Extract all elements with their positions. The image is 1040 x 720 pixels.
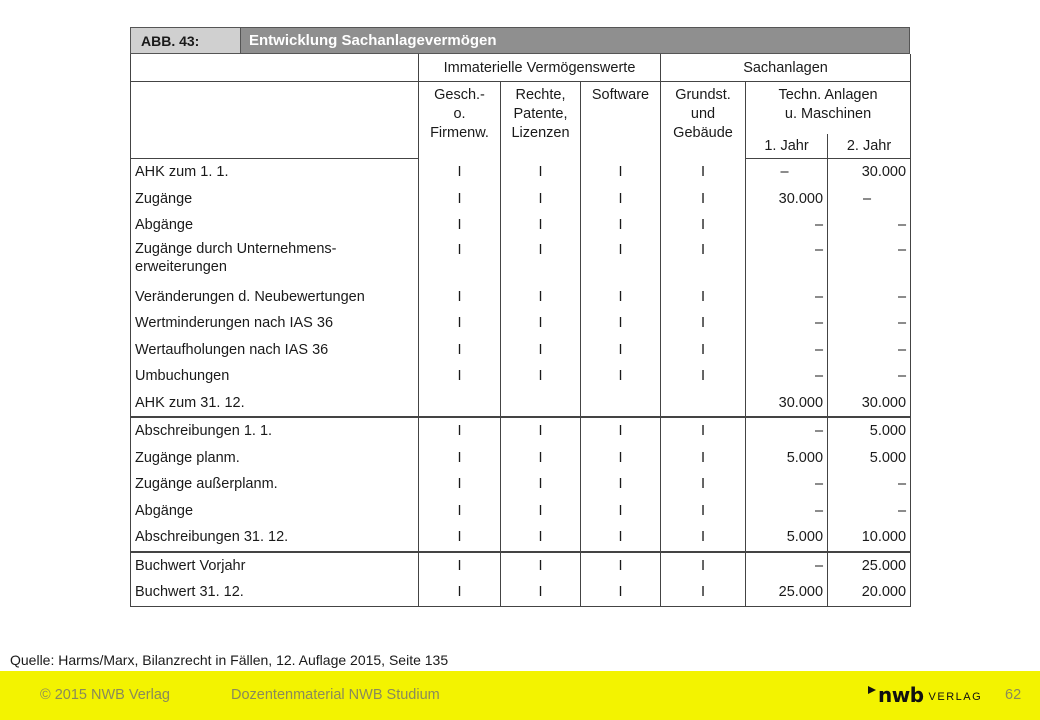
course-text: Dozentenmaterial NWB Studium	[231, 687, 440, 703]
table-row: Zugänge I I I I 30.000 –	[131, 186, 911, 213]
table-row: Abgänge I I I I – –	[131, 212, 911, 239]
figure-header	[130, 27, 910, 54]
logo-main-text: nwb	[878, 683, 924, 707]
figure-title: Entwicklung Sachanlagevermögen	[241, 28, 909, 53]
figure-table	[130, 27, 910, 607]
col-machines-header: Techn. Anlagen u. Maschinen	[746, 82, 911, 135]
group-intangible-header: Immaterielle Vermögenswerte	[419, 54, 661, 82]
col-rights-header: Rechte, Patente, Lizenzen	[501, 82, 581, 159]
header-blank	[131, 54, 419, 82]
table-row: Abschreibungen 1. 1. I I I I – 5.000	[131, 417, 911, 445]
table-row: Buchwert 31. 12. I I I I 25.000 20.000	[131, 579, 911, 606]
table-row: Abschreibungen 31. 12. I I I I 5.000 10.000	[131, 524, 911, 552]
col-land-header: Grundst. und Gebäude	[661, 82, 746, 159]
table-row: AHK zum 1. 1. I I I I – 30.000	[131, 159, 911, 186]
logo-arrow-icon	[868, 686, 876, 694]
table-row: AHK zum 31. 12. 30.000 30.000	[131, 390, 911, 418]
col-goodwill-header: Gesch.- o. Firmenw.	[419, 82, 501, 159]
year2-header: 2. Jahr	[828, 134, 911, 159]
table-row: Zugänge planm. I I I I 5.000 5.000	[131, 445, 911, 472]
nwb-logo	[868, 683, 982, 707]
footer-bar	[0, 671, 1040, 720]
table-row: Zugänge durch Unternehmens- erweiterungen I I I I – –	[131, 239, 911, 284]
logo-sub-text: VERLAG	[928, 691, 983, 703]
table-row: Buchwert Vorjahr I I I I – 25.000	[131, 552, 911, 580]
source-citation: Quelle: Harms/Marx, Bilanzrecht in Fällen, 12. Auflage 2015, Seite 135	[10, 652, 449, 668]
table-row: Wertminderungen nach IAS 36 I I I I – –	[131, 310, 911, 337]
year1-header: 1. Jahr	[746, 134, 828, 159]
table-row: Wertaufholungen nach IAS 36 I I I I – –	[131, 337, 911, 364]
table-row: Veränderungen d. Neubewertungen I I I I – –	[131, 284, 911, 311]
group-tangible-header: Sachanlagen	[661, 54, 911, 82]
copyright-text: © 2015 NWB Verlag	[40, 687, 170, 703]
table-row: Umbuchungen I I I I – –	[131, 363, 911, 390]
table-row: Abgänge I I I I – –	[131, 498, 911, 525]
table-row: Zugänge außerplanm. I I I I – –	[131, 471, 911, 498]
page-number: 62	[1005, 687, 1022, 703]
col-software-header: Software	[581, 82, 661, 159]
asset-development-table	[130, 54, 911, 607]
figure-number: ABB. 43:	[131, 28, 241, 53]
